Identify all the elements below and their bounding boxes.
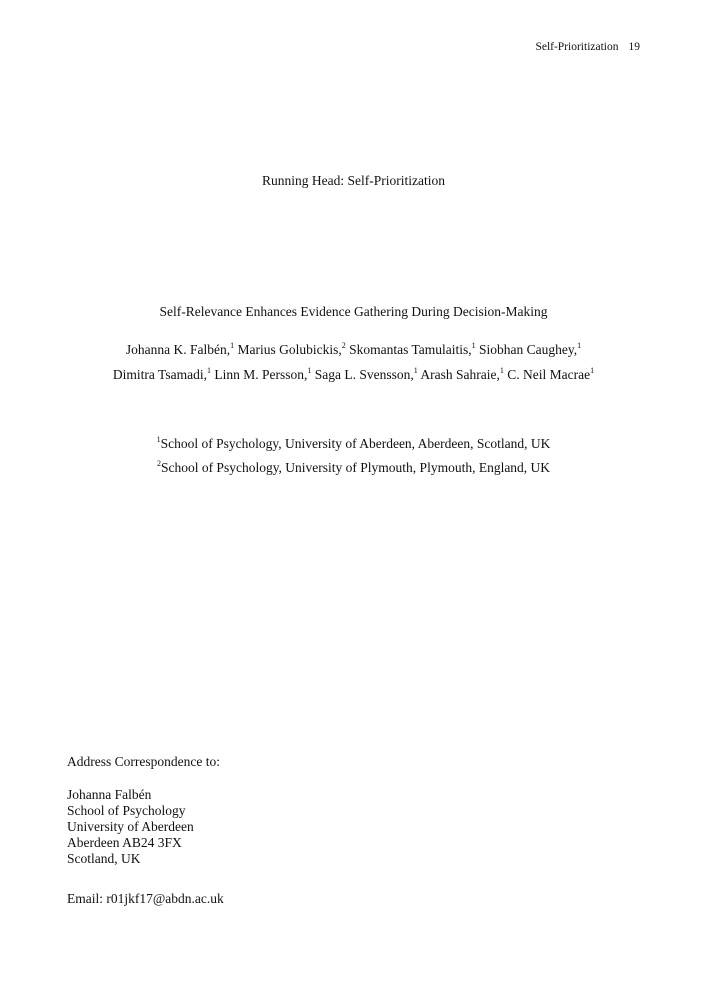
author-name: Arash Sahraie,: [420, 367, 500, 382]
author-line-1: [0, 342, 707, 358]
author-affiliation-mark: 1: [206, 366, 211, 375]
author-name: Siobhan Caughey,: [479, 342, 578, 357]
affiliation-text: School of Psychology, University of Aberdeen, Aberdeen, Scotland, UK: [160, 436, 551, 451]
author-name: Skomantas Tamulaitis,: [349, 342, 472, 357]
page-header: [535, 41, 640, 53]
author-name: Johanna K. Falbén,: [125, 342, 231, 357]
author-name: C. Neil Macrae: [507, 367, 591, 382]
address-line: Scotland, UK: [67, 851, 141, 866]
paper-title: Self-Relevance Enhances Evidence Gathering During Decision-Making: [159, 304, 548, 319]
author-affiliation-mark: 1: [499, 366, 504, 375]
correspondence-email: Email: r01jkf17@abdn.ac.uk: [67, 891, 224, 906]
address-line: Aberdeen AB24 3FX: [67, 835, 182, 850]
author-affiliation-mark: 1: [413, 366, 418, 375]
author-name: Marius Golubickis,: [237, 342, 342, 357]
author-affiliation-mark: 1: [471, 341, 476, 350]
author-affiliation-mark: 1: [307, 366, 312, 375]
author-line-2: [0, 367, 707, 383]
author-affiliation-mark: 1: [577, 341, 582, 350]
author-name: Saga L. Svensson,: [314, 367, 414, 382]
author-affiliation-mark: 1: [590, 366, 595, 375]
affiliation-number: 2: [156, 459, 161, 468]
affiliation-number: 1: [156, 435, 161, 444]
author-affiliation-mark: 1: [230, 341, 235, 350]
affiliation-text: School of Psychology, University of Plymouth, Plymouth, England, UK: [160, 460, 551, 475]
page-number: 19: [628, 41, 640, 53]
affiliation-2: [0, 460, 707, 476]
address-line: University of Aberdeen: [67, 819, 194, 834]
correspondence-address: [67, 787, 194, 867]
author-name: Linn M. Persson,: [214, 367, 308, 382]
address-line: School of Psychology: [67, 803, 186, 818]
running-head: Running Head: Self-Prioritization: [262, 173, 445, 188]
correspondence-label: Address Correspondence to:: [67, 754, 220, 769]
author-name: Dimitra Tsamadi,: [112, 367, 207, 382]
header-short-title: Self-Prioritization: [535, 41, 619, 53]
author-affiliation-mark: 2: [341, 341, 346, 350]
affiliation-1: [0, 436, 707, 452]
address-line: Johanna Falbén: [67, 787, 152, 802]
